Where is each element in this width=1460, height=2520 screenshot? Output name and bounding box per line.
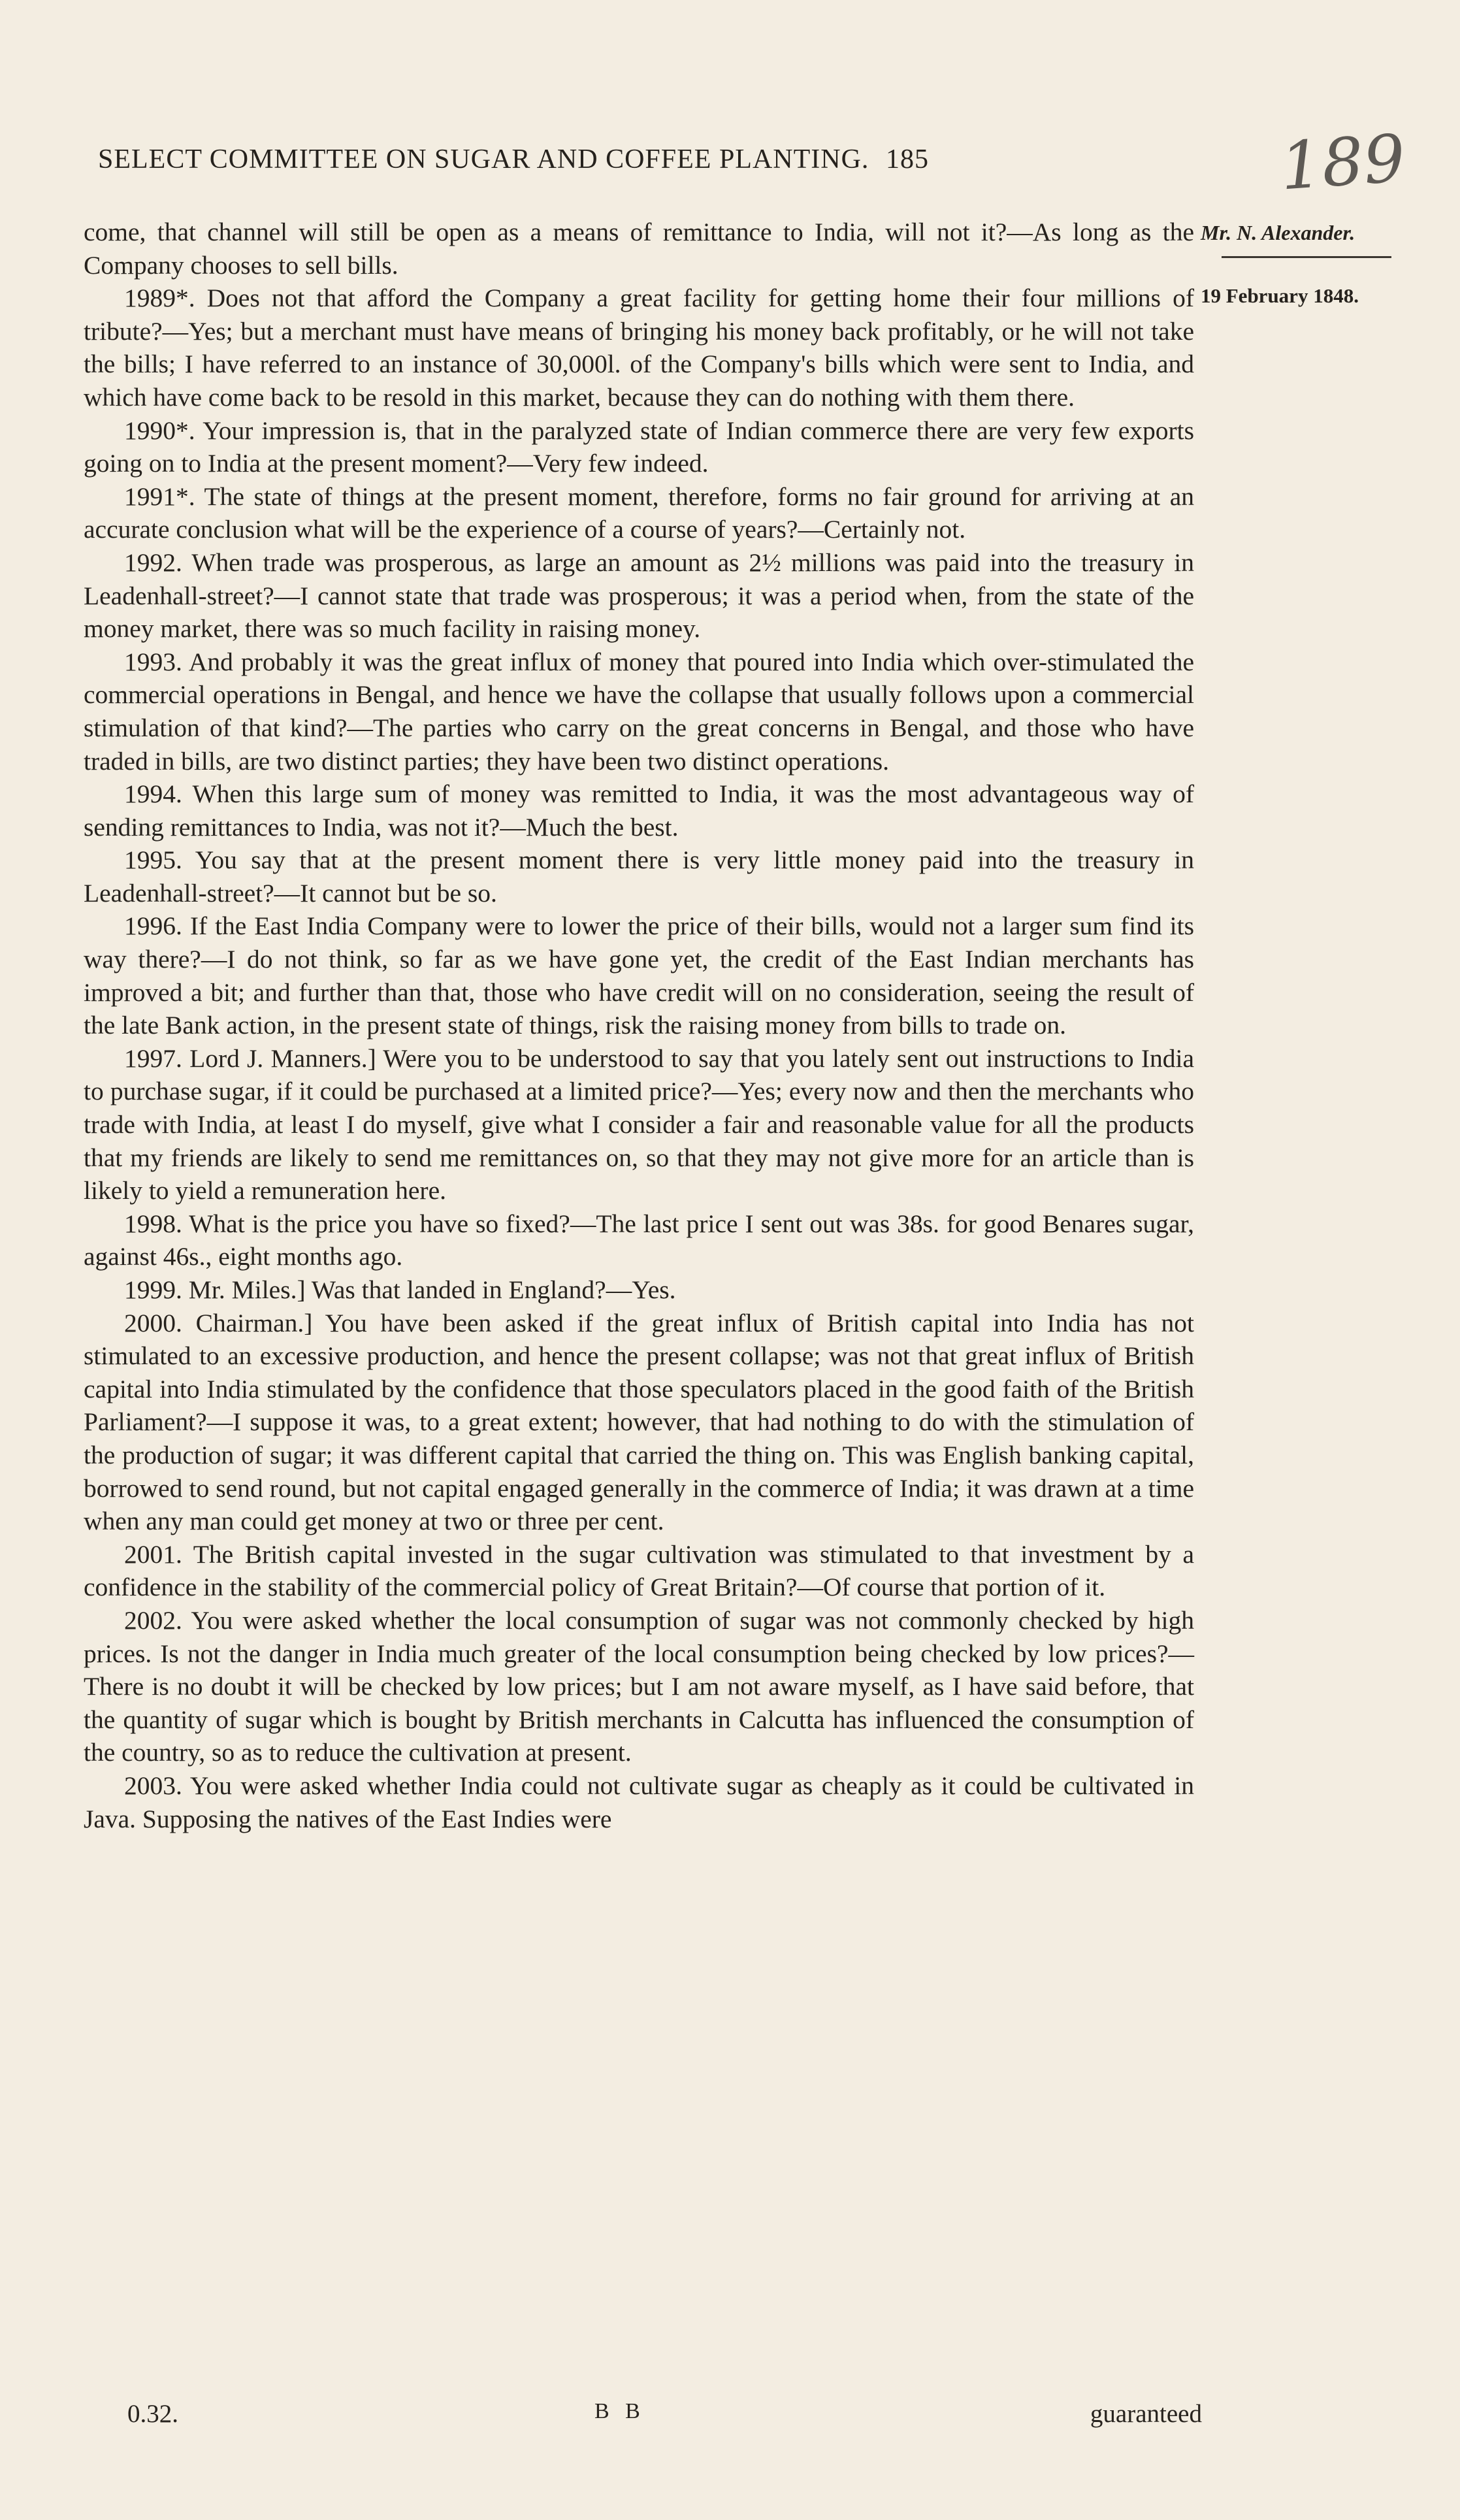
- margin-date: 19 February 1848.: [1201, 284, 1359, 307]
- footer-sheet-number: 0.32.: [127, 2400, 178, 2428]
- page-footer: [98, 2399, 1202, 2438]
- paragraph: 1992. When trade was prosperous, as large an amount as 2½ millions was paid into the treasury in Leadenhall-street?—I cannot state that trade was prosperous; it was a period when, from the state of the money market, there was so much facility in raising money.: [84, 548, 1194, 644]
- paragraph: 1995. You say that at the present moment there is very little money paid into the treasury in Leadenhall-street?—It cannot but be so.: [84, 845, 1194, 908]
- margin-witness-name: Mr. N. Alexander.: [1201, 221, 1355, 244]
- paragraph: 1999. Mr. Miles.] Was that landed in England?—Yes.: [124, 1275, 676, 1304]
- margin-rule: [1222, 256, 1391, 258]
- testimony-text: [84, 216, 1194, 1835]
- paragraph: come, that channel will still be open as a means of remittance to India, will not it?—As long as the Company chooses to sell bills.: [84, 218, 1194, 280]
- paragraph: 2002. You were asked whether the local consumption of sugar was not commonly checked by high prices. Is not the danger in India much greater of the local consumption being checked by low prices?—There is no doubt it will be checked by low prices; but I am not aware myself, as I have said before, that the quantity of sugar which is bought by British merchants in Calcutta has influenced the consumption of the country, so as to reduce the cultivation at present.: [84, 1605, 1194, 1767]
- paragraph: 1991*. The state of things at the present moment, therefore, forms no fair ground for arriving at an accurate conclusion what will be the experience of a course of years?—Certainly not.: [84, 482, 1194, 544]
- paragraph: 2001. The British capital invested in the sugar cultivation was stimulated to that investment by a confidence in the stability of the commercial policy of Great Britain?—Of course that portion of it.: [84, 1539, 1194, 1602]
- handwritten-folio-number: 189: [1278, 120, 1408, 205]
- paragraph: 2000. Chairman.] You have been asked if the great influx of British capital into India has not stimulated to an excessive production, and hence the present collapse; was not that great influx of British capital into India stimulated by the confidence that those speculators placed in the good faith of the British Parliament?—I suppose it was, to a great extent; however, that had nothing to do with the stimulation of the production of sugar; it was different capital that carried the thing on. This was English banking capital, borrowed to send round, but not capital engaged generally in the commerce of India; it was drawn at a time when any man could get money at two or three per cent.: [84, 1308, 1194, 1536]
- paragraph: 1989*. Does not that afford the Company a great facility for getting home their four millions of tribute?—Yes; but a merchant must have means of bringing his money back profitably, or he will not take the bills; I have referred to an instance of 30,000l. of the Company's bills which were sent to India, and which have come back to be resold in this market, because they can do nothing with them there.: [84, 284, 1194, 412]
- page-number: 185: [885, 144, 929, 174]
- paragraph: 1998. What is the price you have so fixed?—The last price I sent out was 38s. for good Benares sugar, against 46s., eight months ago.: [84, 1209, 1194, 1271]
- paragraph: 1997. Lord J. Manners.] Were you to be understood to say that you lately sent out instructions to India to purchase sugar, if it could be purchased at a limited price?—Yes; every now and then the merchants who trade with India, at least I do myself, give what I consider a fair and reasonable value for all the products that my friends are likely to send me remittances on, so that they may not give more for an article than is likely to yield a remuneration here.: [84, 1043, 1194, 1205]
- header-title: SELECT COMMITTEE ON SUGAR AND COFFEE PLANTING.: [98, 144, 869, 174]
- paragraph: 2003. You were asked whether India could not cultivate sugar as cheaply as it could be cultivated in Java. Supposing the natives of the East Indies were: [84, 1771, 1194, 1833]
- paragraph: 1990*. Your impression is, that in the paralyzed state of Indian commerce there are very few exports going on to India at the present moment?—Very few indeed.: [84, 416, 1194, 478]
- paragraph: 1993. And probably it was the great influx of money that poured into India which over-stimulated the commercial operations in Bengal, and hence we have the collapse that usually follows upon a commercial stimulation of that kind?—The parties who carry on the great concerns in Bengal, and those who have traded in bills, are two distinct parties; they have been two distinct operations.: [84, 647, 1194, 776]
- footer-signature-mark: B B: [594, 2399, 645, 2423]
- paragraph: 1994. When this large sum of money was remitted to India, it was the most advantageous way of sending remittances to India, was not it?—Much the best.: [84, 779, 1194, 842]
- paragraph: 1996. If the East India Company were to lower the price of their bills, would not a larger sum find its way there?—I do not think, so far as we have gone yet, the credit of the East Indian merchants has improved a bit; and further than that, those who have credit will on no consideration, seeing the result of the late Bank action, in the present state of things, risk the raising money from bills to trade on.: [84, 911, 1194, 1040]
- running-header: [98, 144, 1195, 175]
- footer-catchword: guaranteed: [1090, 2400, 1202, 2428]
